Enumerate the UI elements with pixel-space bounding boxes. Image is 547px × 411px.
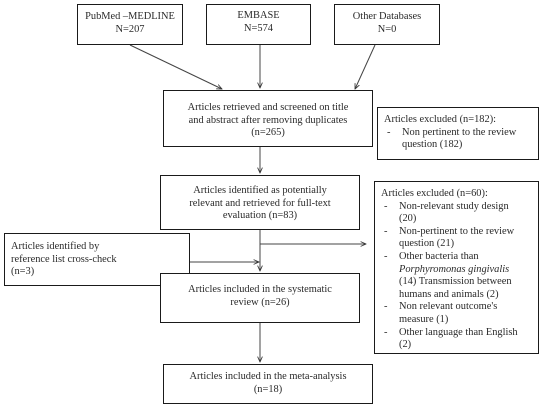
box-text-line: N=0 bbox=[377, 23, 397, 35]
pubmed-box bbox=[77, 4, 183, 45]
bullet-dash: - bbox=[384, 200, 388, 212]
bullet-dash: - bbox=[384, 326, 388, 338]
box-text-line: N=207 bbox=[115, 23, 145, 35]
exclusion-reason-text: question (182) bbox=[402, 139, 463, 151]
box-text-line: and abstract after removing duplicates bbox=[188, 114, 348, 126]
excluded-2-title: Articles excluded (n=60): bbox=[381, 188, 488, 199]
excluded-2-list bbox=[381, 201, 534, 352]
exclusion-reason-text: Non relevant outcome's bbox=[399, 301, 498, 313]
box-text-line: Articles identified by bbox=[11, 241, 100, 252]
excluded-1-title: Articles excluded (n=182): bbox=[384, 114, 497, 125]
box-text-line: evaluation (n=83) bbox=[222, 210, 298, 222]
exclusion-reason-text: question (21) bbox=[399, 238, 455, 250]
systematic-review-box bbox=[160, 273, 360, 323]
exclusion-reason bbox=[381, 327, 534, 352]
box-text-line: reference list cross-check bbox=[11, 253, 117, 265]
exclusion-reason-text: Non-pertinent to the review bbox=[399, 225, 515, 237]
exclusion-reason-text: Porphyromonas gingivalis bbox=[399, 263, 510, 275]
box-text-line: Articles included in the meta-analysis bbox=[189, 371, 347, 382]
exclusion-reason bbox=[381, 251, 534, 301]
exclusion-reason-text: Non-relevant study design bbox=[399, 200, 509, 212]
box-text-line: N=574 bbox=[244, 22, 273, 34]
retrieved-box bbox=[163, 90, 373, 147]
exclusion-reason-text: humans and animals (2) bbox=[399, 288, 499, 300]
box-text-line: EMBASE bbox=[237, 10, 280, 21]
bullet-dash: - bbox=[384, 301, 388, 313]
exclusion-reason-text: Other language than English bbox=[399, 326, 518, 338]
box-text-line: Articles identified as potentially bbox=[193, 185, 327, 196]
meta-analysis-box bbox=[163, 364, 373, 404]
box-text-line: Articles included in the systematic bbox=[188, 284, 332, 295]
excluded-1-list bbox=[384, 127, 534, 152]
exclusion-reason-text: measure (1) bbox=[399, 313, 449, 325]
box-text-line: PubMed –MEDLINE bbox=[85, 11, 175, 22]
box-text-line: (n=3) bbox=[11, 266, 35, 278]
embase-box bbox=[206, 4, 311, 45]
exclusion-reason-text: (20) bbox=[399, 213, 417, 225]
box-text-line: Articles retrieved and screened on title bbox=[187, 102, 349, 113]
box-text-line: relevant and retrieved for full-text bbox=[189, 197, 331, 209]
identified-box bbox=[160, 175, 360, 230]
arrow-otherdb-to-retrieved bbox=[355, 45, 375, 89]
exclusion-reason-text: Non pertinent to the review bbox=[402, 126, 517, 138]
box-text-line: (n=265) bbox=[251, 127, 285, 139]
other-databases-box bbox=[334, 4, 440, 45]
bullet-dash: - bbox=[387, 126, 391, 138]
bullet-dash: - bbox=[384, 250, 388, 262]
exclusion-reason bbox=[384, 127, 534, 152]
exclusion-reason-text: (14) Transmission between bbox=[399, 276, 512, 288]
exclusion-reason bbox=[381, 226, 534, 251]
bullet-dash: - bbox=[384, 225, 388, 237]
exclusion-reason bbox=[381, 201, 534, 226]
box-text-line: review (n=26) bbox=[230, 296, 290, 308]
arrow-pubmed-to-retrieved bbox=[130, 45, 222, 89]
exclusion-reason-text: Other bacteria than bbox=[399, 250, 479, 262]
excluded-box-1 bbox=[377, 107, 539, 160]
box-text-line: (n=18) bbox=[253, 383, 283, 395]
exclusion-reason-text: (2) bbox=[399, 339, 412, 351]
exclusion-reason bbox=[381, 301, 534, 326]
excluded-box-2 bbox=[374, 181, 539, 354]
box-text-line: Other Databases bbox=[352, 11, 422, 22]
